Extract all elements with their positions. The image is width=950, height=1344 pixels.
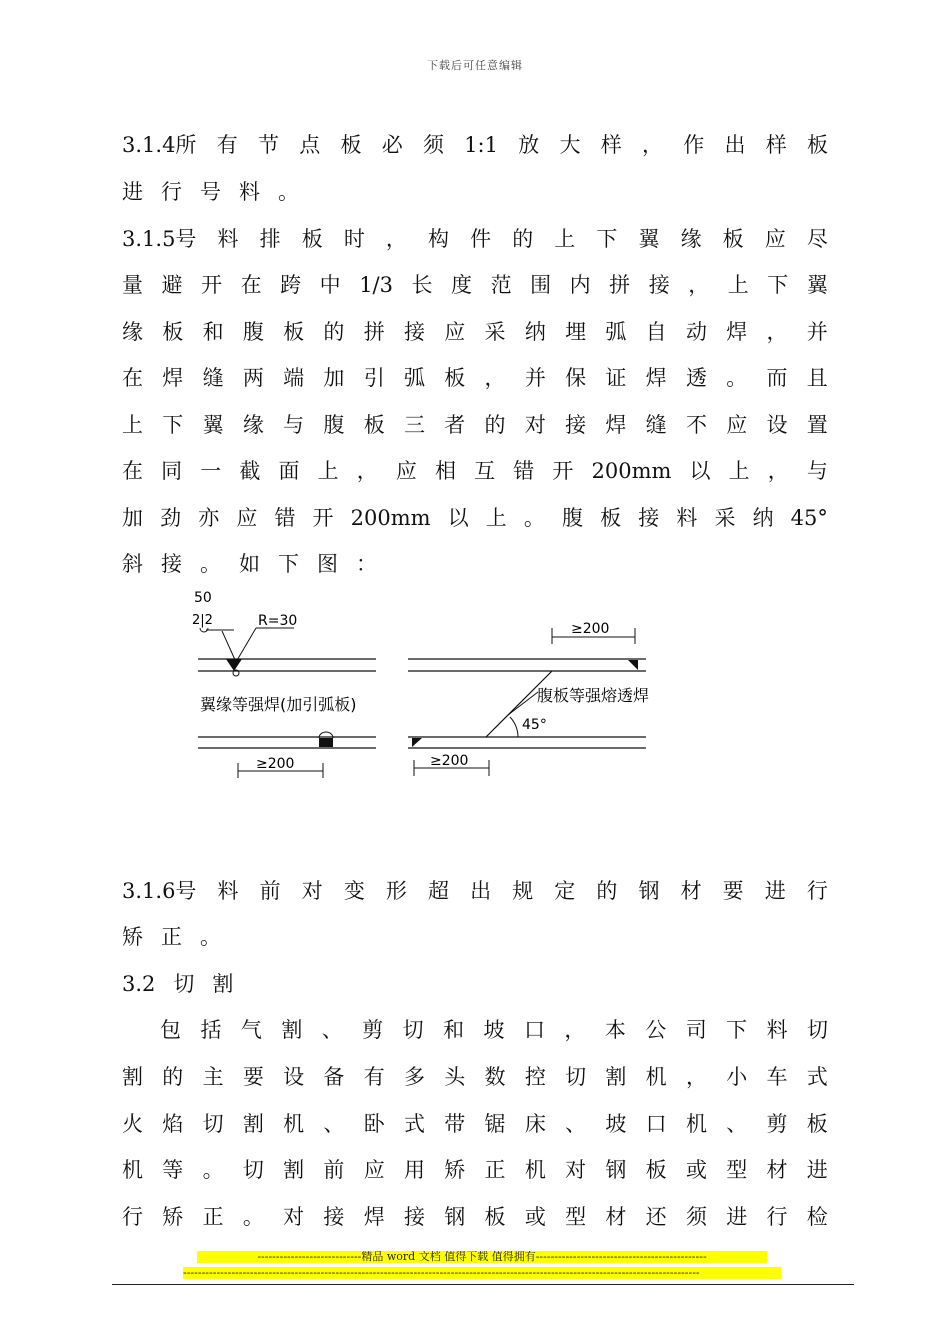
text-chunk: 跨 bbox=[280, 273, 302, 297]
text-line bbox=[122, 410, 828, 440]
text-line bbox=[122, 177, 828, 207]
dim-50-label: 50 bbox=[194, 590, 212, 606]
text-chunk: 火 bbox=[122, 1112, 143, 1136]
text-chunk: 、 bbox=[565, 1112, 587, 1136]
text-chunk: 板 bbox=[340, 133, 362, 157]
text-chunk: 材 bbox=[766, 1158, 788, 1182]
text-chunk: ， bbox=[688, 273, 710, 297]
text-chunk: 焰 bbox=[162, 1112, 184, 1136]
text-chunk: 变 bbox=[343, 879, 365, 903]
text-chunk: 号 bbox=[200, 180, 221, 204]
text-chunk: 钢 bbox=[638, 879, 660, 903]
text-chunk: 作 bbox=[683, 133, 705, 157]
text-chunk: 焊 bbox=[605, 413, 627, 437]
text-chunk: 上 bbox=[728, 459, 750, 483]
text-chunk: 多 bbox=[403, 1065, 425, 1089]
text-line bbox=[122, 969, 828, 999]
text-chunk: 上 bbox=[554, 227, 576, 251]
text-chunk: 须 bbox=[422, 133, 444, 157]
text-chunk: 接 bbox=[403, 1205, 425, 1229]
text-chunk: 、 bbox=[323, 1112, 345, 1136]
text-chunk: 型 bbox=[565, 1205, 587, 1229]
text-chunk: 的 bbox=[323, 320, 345, 344]
text-chunk: 开 bbox=[312, 506, 334, 530]
text-chunk: 的 bbox=[484, 413, 506, 437]
text-chunk: 锯 bbox=[484, 1112, 506, 1136]
text-chunk: 长 bbox=[411, 273, 433, 297]
text-chunk: 或 bbox=[524, 1205, 546, 1229]
text-chunk: 。 bbox=[200, 552, 221, 576]
text-chunk: 板 bbox=[162, 320, 184, 344]
text-chunk: 在 bbox=[122, 366, 143, 390]
text-chunk: 型 bbox=[726, 1158, 748, 1182]
text-chunk: 和 bbox=[202, 320, 224, 344]
text-chunk: 与 bbox=[283, 413, 305, 437]
text-chunk: 200mm bbox=[350, 506, 431, 530]
text-line bbox=[122, 363, 828, 393]
text-chunk: 缝 bbox=[645, 413, 667, 437]
text-chunk: 料 bbox=[217, 227, 239, 251]
text-chunk: 割 bbox=[212, 972, 234, 996]
text-chunk: 主 bbox=[202, 1065, 224, 1089]
text-chunk: 带 bbox=[444, 1112, 466, 1136]
text-chunk: 板 bbox=[600, 506, 622, 530]
text-chunk: 3.1.4所 bbox=[122, 133, 197, 157]
text-chunk: 保 bbox=[565, 366, 587, 390]
text-chunk: 机 bbox=[122, 1158, 143, 1182]
text-chunk: 弧 bbox=[605, 320, 627, 344]
text-chunk: 剪 bbox=[362, 1018, 384, 1042]
text-chunk: 拼 bbox=[363, 320, 385, 344]
text-chunk: 1:1 bbox=[464, 133, 498, 157]
text-chunk: 割 bbox=[605, 1065, 627, 1089]
text-chunk: 口 bbox=[523, 1018, 545, 1042]
text-chunk: 三 bbox=[403, 413, 425, 437]
text-chunk: ， bbox=[685, 1065, 707, 1089]
text-chunk: 节 bbox=[257, 133, 279, 157]
text-chunk: 须 bbox=[685, 1205, 707, 1229]
text-chunk: 气 bbox=[240, 1018, 262, 1042]
text-chunk: 排 bbox=[259, 227, 281, 251]
text-chunk: 错 bbox=[513, 459, 535, 483]
text-chunk: 用 bbox=[403, 1158, 425, 1182]
text-chunk: 切 bbox=[402, 1018, 424, 1042]
text-chunk: 下 bbox=[278, 552, 299, 576]
text-chunk: 并 bbox=[806, 320, 828, 344]
text-chunk: 前 bbox=[323, 1158, 345, 1182]
text-line bbox=[122, 503, 828, 533]
text-chunk: 。 bbox=[523, 506, 545, 530]
text-chunk: 下 bbox=[596, 227, 618, 251]
text-chunk: 控 bbox=[524, 1065, 546, 1089]
text-chunk: 包 bbox=[160, 1018, 181, 1042]
text-chunk: 对 bbox=[301, 879, 323, 903]
text-chunk: 。 bbox=[242, 1205, 264, 1229]
text-chunk: 翼 bbox=[202, 413, 224, 437]
text-chunk: 出 bbox=[724, 133, 746, 157]
weld-bead bbox=[226, 659, 242, 671]
text-chunk: 还 bbox=[645, 1205, 667, 1229]
text-chunk: 缘 bbox=[680, 227, 702, 251]
text-chunk: 以 bbox=[447, 506, 469, 530]
text-chunk: 切 bbox=[242, 1158, 264, 1182]
text-chunk: 动 bbox=[685, 320, 707, 344]
text-chunk: 纳 bbox=[524, 320, 546, 344]
text-chunk: 的 bbox=[596, 879, 618, 903]
text-chunk: 开 bbox=[552, 459, 574, 483]
text-chunk: 腹 bbox=[562, 506, 584, 530]
text-chunk: 对 bbox=[524, 413, 546, 437]
text-chunk: 料 bbox=[766, 1018, 788, 1042]
text-chunk: 45° bbox=[790, 506, 828, 530]
text-chunk: 并 bbox=[524, 366, 546, 390]
text-chunk: 焊 bbox=[726, 320, 748, 344]
left-dim-label: ≥200 bbox=[256, 756, 295, 772]
text-chunk: 进 bbox=[122, 180, 143, 204]
text-chunk: 应 bbox=[236, 506, 258, 530]
text-chunk: 上 bbox=[122, 413, 143, 437]
text-chunk: 接 bbox=[403, 320, 425, 344]
text-chunk: 正 bbox=[484, 1158, 506, 1182]
text-chunk: 3.2 bbox=[122, 972, 156, 996]
text-chunk: 本 bbox=[604, 1018, 626, 1042]
text-chunk: 进 bbox=[806, 1158, 828, 1182]
text-chunk: 切 bbox=[202, 1112, 224, 1136]
right-top-dim-label: ≥200 bbox=[571, 621, 610, 637]
text-chunk: 弧 bbox=[403, 366, 425, 390]
text-chunk: 机 bbox=[524, 1158, 546, 1182]
text-chunk: 定 bbox=[554, 879, 576, 903]
text-chunk: 括 bbox=[200, 1018, 222, 1042]
text-chunk: 采 bbox=[714, 506, 736, 530]
text-chunk: ： bbox=[356, 552, 377, 576]
text-chunk: 3.1.6号 bbox=[122, 879, 197, 903]
text-chunk: 机 bbox=[685, 1112, 707, 1136]
text-chunk: 、 bbox=[321, 1018, 343, 1042]
text-chunk: 数 bbox=[484, 1065, 506, 1089]
text-chunk: 卧 bbox=[363, 1112, 385, 1136]
text-line bbox=[122, 130, 828, 160]
text-chunk: 范 bbox=[490, 273, 512, 297]
footer-banner: ----------------------------精品 word 文档 值得下载 值得拥有---------------------------------------------- bbox=[197, 1251, 767, 1263]
text-chunk: 板 bbox=[484, 1205, 506, 1229]
dim-2-2-label: 2|2 bbox=[192, 613, 213, 628]
text-chunk: 机 bbox=[283, 1112, 305, 1136]
text-chunk: 机 bbox=[645, 1065, 667, 1089]
text-line bbox=[160, 1015, 828, 1045]
text-line bbox=[122, 549, 828, 579]
text-chunk: 在 bbox=[240, 273, 262, 297]
text-chunk: ， bbox=[641, 133, 663, 157]
text-chunk: 规 bbox=[512, 879, 534, 903]
text-chunk: 钢 bbox=[444, 1205, 466, 1229]
text-chunk: 时 bbox=[343, 227, 365, 251]
text-chunk: 避 bbox=[161, 273, 183, 297]
text-chunk: 上 bbox=[317, 459, 339, 483]
text-chunk: 放 bbox=[518, 133, 540, 157]
text-line bbox=[122, 876, 828, 906]
text-chunk: 劲 bbox=[160, 506, 182, 530]
text-chunk: 焊 bbox=[162, 366, 184, 390]
footer-rule bbox=[112, 1284, 854, 1285]
text-chunk: 板 bbox=[806, 133, 828, 157]
text-chunk: 与 bbox=[806, 459, 828, 483]
text-chunk: 接 bbox=[648, 273, 670, 297]
left-flange-bottom bbox=[198, 732, 376, 778]
radius-label: R=30 bbox=[258, 613, 298, 629]
text-chunk: 。 bbox=[202, 1158, 224, 1182]
text-chunk: 缘 bbox=[242, 413, 264, 437]
text-chunk: 备 bbox=[323, 1065, 345, 1089]
text-line bbox=[122, 1109, 828, 1139]
text-chunk: 者 bbox=[444, 413, 466, 437]
text-chunk: 设 bbox=[766, 413, 788, 437]
text-chunk: 下 bbox=[767, 273, 789, 297]
text-chunk: 矫 bbox=[444, 1158, 466, 1182]
text-chunk: ， bbox=[766, 320, 788, 344]
text-chunk: 切 bbox=[807, 1018, 828, 1042]
text-chunk: 200mm bbox=[591, 459, 672, 483]
text-chunk: 口 bbox=[645, 1112, 667, 1136]
text-chunk: 截 bbox=[239, 459, 261, 483]
text-chunk: 翼 bbox=[638, 227, 660, 251]
text-chunk: 一 bbox=[200, 459, 222, 483]
text-chunk: 式 bbox=[403, 1112, 425, 1136]
text-chunk: 正 bbox=[161, 925, 182, 949]
text-chunk: 上 bbox=[727, 273, 749, 297]
text-chunk: 面 bbox=[278, 459, 300, 483]
text-chunk: 应 bbox=[444, 320, 466, 344]
text-chunk: 司 bbox=[685, 1018, 707, 1042]
left-caption: 翼缘等强焊(加引弧板) bbox=[200, 695, 357, 714]
text-chunk: 割 bbox=[283, 1158, 305, 1182]
text-line bbox=[122, 224, 828, 254]
text-chunk: 不 bbox=[685, 413, 707, 437]
text-chunk: 坡 bbox=[483, 1018, 505, 1042]
text-chunk: 件 bbox=[470, 227, 492, 251]
text-chunk: ， bbox=[356, 459, 378, 483]
text-chunk: 要 bbox=[242, 1065, 264, 1089]
text-chunk: 公 bbox=[645, 1018, 667, 1042]
text-chunk: 样 bbox=[765, 133, 787, 157]
text-line bbox=[122, 456, 828, 486]
text-line bbox=[122, 270, 828, 300]
text-chunk: 行 bbox=[161, 180, 182, 204]
text-chunk: 焊 bbox=[645, 366, 667, 390]
text-line bbox=[122, 1062, 828, 1092]
text-chunk: 尽 bbox=[806, 227, 828, 251]
text-chunk: 设 bbox=[283, 1065, 305, 1089]
text-chunk: 材 bbox=[605, 1205, 627, 1229]
text-chunk: 板 bbox=[301, 227, 323, 251]
text-chunk: 下 bbox=[162, 413, 184, 437]
text-chunk: 以 bbox=[689, 459, 711, 483]
text-chunk: 超 bbox=[428, 879, 449, 903]
text-chunk: 进 bbox=[764, 879, 786, 903]
text-chunk: 构 bbox=[428, 227, 449, 251]
text-chunk: 接 bbox=[638, 506, 660, 530]
text-chunk: 板 bbox=[806, 1112, 828, 1136]
text-chunk: 1/3 bbox=[359, 273, 393, 297]
text-chunk: 埋 bbox=[565, 320, 587, 344]
text-chunk: 前 bbox=[259, 879, 281, 903]
text-chunk: 形 bbox=[385, 879, 407, 903]
text-chunk: 有 bbox=[363, 1065, 385, 1089]
text-chunk: 出 bbox=[470, 879, 492, 903]
text-chunk: 样 bbox=[600, 133, 622, 157]
text-chunk: 如 bbox=[239, 552, 260, 576]
text-chunk: 度 bbox=[451, 273, 473, 297]
text-chunk: 行 bbox=[806, 879, 828, 903]
text-chunk: 。 bbox=[278, 180, 299, 204]
text-chunk: 板 bbox=[444, 366, 466, 390]
text-chunk: 中 bbox=[319, 273, 341, 297]
text-chunk: 且 bbox=[806, 366, 828, 390]
text-chunk: 矫 bbox=[122, 925, 143, 949]
right-caption: 腹板等强熔透焊 bbox=[537, 686, 650, 705]
text-chunk: 内 bbox=[569, 273, 591, 297]
text-chunk: 证 bbox=[605, 366, 627, 390]
text-chunk: 割 bbox=[122, 1065, 143, 1089]
text-chunk: 、 bbox=[726, 1112, 748, 1136]
text-chunk: 板 bbox=[722, 227, 744, 251]
left-flange-top bbox=[192, 590, 376, 676]
text-chunk: 板 bbox=[645, 1158, 667, 1182]
text-chunk: 要 bbox=[722, 879, 744, 903]
text-line bbox=[122, 317, 828, 347]
text-chunk: 有 bbox=[216, 133, 238, 157]
text-chunk: 应 bbox=[764, 227, 786, 251]
text-chunk: 。 bbox=[726, 366, 748, 390]
text-chunk: 材 bbox=[680, 879, 702, 903]
text-chunk: 检 bbox=[806, 1205, 828, 1229]
text-chunk: 正 bbox=[202, 1205, 224, 1229]
text-chunk: 必 bbox=[381, 133, 403, 157]
text-chunk: ， bbox=[767, 459, 789, 483]
text-chunk: 在 bbox=[122, 459, 143, 483]
text-chunk: 对 bbox=[565, 1158, 587, 1182]
text-chunk: ， bbox=[564, 1018, 586, 1042]
text-chunk: 。 bbox=[200, 925, 221, 949]
text-line bbox=[122, 1155, 828, 1185]
text-chunk: 行 bbox=[122, 1205, 143, 1229]
text-chunk: 剪 bbox=[766, 1112, 788, 1136]
text-chunk: 开 bbox=[201, 273, 223, 297]
text-chunk: 应 bbox=[363, 1158, 385, 1182]
text-chunk: 3.1.5号 bbox=[122, 227, 197, 251]
text-chunk: 应 bbox=[395, 459, 417, 483]
text-chunk: 的 bbox=[162, 1065, 184, 1089]
text-chunk: 围 bbox=[530, 273, 552, 297]
text-chunk: 头 bbox=[444, 1065, 466, 1089]
text-chunk: 置 bbox=[806, 413, 828, 437]
text-chunk: 拼 bbox=[609, 273, 631, 297]
text-chunk: 自 bbox=[645, 320, 667, 344]
page-header: 下载后可任意编辑 bbox=[427, 59, 523, 72]
text-chunk: 斜 bbox=[122, 552, 143, 576]
text-chunk: 大 bbox=[559, 133, 581, 157]
text-chunk: 车 bbox=[766, 1065, 788, 1089]
text-chunk: 同 bbox=[161, 459, 183, 483]
text-chunk: 板 bbox=[283, 320, 305, 344]
text-chunk: 亦 bbox=[198, 506, 220, 530]
right-web bbox=[408, 621, 649, 776]
text-chunk: 腹 bbox=[323, 413, 345, 437]
text-chunk: 等 bbox=[162, 1158, 184, 1182]
text-chunk: 翼 bbox=[806, 273, 828, 297]
text-chunk: 两 bbox=[242, 366, 264, 390]
text-chunk: 相 bbox=[435, 459, 456, 483]
text-chunk: 缝 bbox=[202, 366, 224, 390]
text-chunk: 错 bbox=[274, 506, 296, 530]
text-line bbox=[122, 922, 828, 952]
text-chunk: 和 bbox=[443, 1018, 465, 1042]
text-chunk: 钢 bbox=[605, 1158, 627, 1182]
text-chunk: 式 bbox=[806, 1065, 828, 1089]
angle-label: 45° bbox=[522, 717, 547, 733]
weld-diagram bbox=[186, 588, 666, 788]
text-chunk: 引 bbox=[363, 366, 385, 390]
text-chunk: 点 bbox=[299, 133, 321, 157]
text-chunk: 透 bbox=[685, 366, 707, 390]
text-line bbox=[122, 1202, 828, 1232]
text-chunk: 接 bbox=[161, 552, 182, 576]
text-chunk: 上 bbox=[485, 506, 507, 530]
text-chunk: 端 bbox=[283, 366, 305, 390]
text-chunk: 料 bbox=[217, 879, 239, 903]
text-chunk: 纳 bbox=[752, 506, 774, 530]
text-chunk: 床 bbox=[524, 1112, 546, 1136]
right-bottom-dim-label: ≥200 bbox=[430, 753, 469, 769]
text-chunk: 互 bbox=[474, 459, 496, 483]
footer-dashes: ------------------------------------------------------------------------------------------------------------------------------------------- bbox=[183, 1267, 781, 1279]
text-chunk: 进 bbox=[726, 1205, 748, 1229]
text-chunk: 量 bbox=[122, 273, 143, 297]
text-chunk: 加 bbox=[323, 366, 345, 390]
text-chunk: 接 bbox=[323, 1205, 345, 1229]
text-chunk: 应 bbox=[726, 413, 748, 437]
text-chunk: 而 bbox=[766, 366, 788, 390]
text-chunk: 矫 bbox=[162, 1205, 184, 1229]
text-chunk: 腹 bbox=[242, 320, 264, 344]
text-chunk: 切 bbox=[565, 1065, 587, 1089]
text-chunk: 对 bbox=[283, 1205, 305, 1229]
text-chunk: 采 bbox=[484, 320, 506, 344]
text-chunk: 图 bbox=[317, 552, 338, 576]
text-chunk: 板 bbox=[363, 413, 385, 437]
text-chunk: ， bbox=[385, 227, 407, 251]
text-chunk: 料 bbox=[676, 506, 698, 530]
text-chunk: ， bbox=[484, 366, 506, 390]
text-chunk: 切 bbox=[173, 972, 195, 996]
text-chunk: 割 bbox=[242, 1112, 264, 1136]
text-chunk: 的 bbox=[512, 227, 534, 251]
text-chunk: 接 bbox=[565, 413, 587, 437]
text-chunk: 或 bbox=[685, 1158, 707, 1182]
text-chunk: 料 bbox=[239, 180, 260, 204]
text-chunk: 小 bbox=[726, 1065, 748, 1089]
text-chunk: 下 bbox=[726, 1018, 748, 1042]
text-chunk: 坡 bbox=[605, 1112, 627, 1136]
text-chunk: 加 bbox=[122, 506, 143, 530]
text-chunk: 缘 bbox=[122, 320, 143, 344]
text-chunk: 焊 bbox=[363, 1205, 385, 1229]
text-chunk: 行 bbox=[766, 1205, 788, 1229]
text-chunk: 割 bbox=[281, 1018, 303, 1042]
